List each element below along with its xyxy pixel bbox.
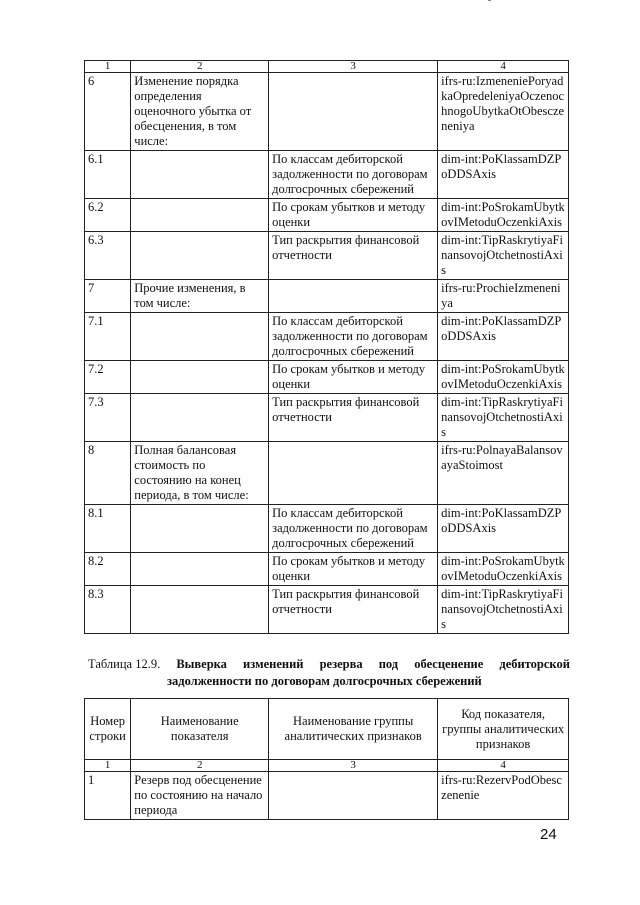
table-caption <box>88 656 570 690</box>
indicator-code-cell: dim-int:TipRaskrytiyaFinansovojOtchetnostiAxis <box>438 586 569 634</box>
indicator-name-cell: Резерв под обесценение по состоянию на начало периода <box>131 772 269 820</box>
row-number-cell: 6.2 <box>85 199 131 232</box>
indicator-name-cell <box>131 232 269 280</box>
indicator-name-cell: Изменение порядка определения оценочного убытка от обесценения, в том числе: <box>131 73 269 151</box>
row-number-cell: 8.3 <box>85 586 131 634</box>
indicator-code-cell: ifrs-ru:RezervPodObesczenenie <box>438 772 569 820</box>
indicator-name-cell <box>131 361 269 394</box>
indicator-code-cell: ifrs-ru:IzmeneniePoryadkaOpredeleniyaOczenochnogoUbytkaOtObesczeneniya <box>438 73 569 151</box>
caption-word: изменений <box>243 657 304 671</box>
indicator-name-cell: Полная балансовая стоимость по состоянию на конец периода, в том числе: <box>131 442 269 505</box>
column-number-row <box>85 760 569 772</box>
table-row <box>85 505 569 553</box>
table-body <box>85 73 569 634</box>
header-code: Код показателя, группы аналитических признаков <box>438 699 569 760</box>
table-body <box>85 772 569 820</box>
analytic-group-cell: По классам дебиторской задолженности по договорам долгосрочных сбережений <box>269 151 438 199</box>
table-row <box>85 772 569 820</box>
table-row <box>85 586 569 634</box>
col-number-3: 3 <box>269 61 438 73</box>
indicator-code-cell: ifrs-ru:PolnayaBalansovayaStoimost <box>438 442 569 505</box>
analytic-group-cell <box>269 772 438 820</box>
table-row <box>85 313 569 361</box>
indicator-code-cell: dim-int:PoKlassamDZPoDDSAxis <box>438 313 569 361</box>
row-number-cell: 7 <box>85 280 131 313</box>
indicator-code-cell: dim-int:TipRaskrytiyaFinansovojOtchetnostiAxis <box>438 394 569 442</box>
disclosure-table-continued <box>84 60 569 634</box>
row-number-cell: 6.1 <box>85 151 131 199</box>
indicator-code-cell: ifrs-ru:ProchieIzmeneniya <box>438 280 569 313</box>
row-number-cell: 1 <box>85 772 131 820</box>
table-row <box>85 199 569 232</box>
column-number-row <box>85 61 569 73</box>
row-number-cell: 7.3 <box>85 394 131 442</box>
row-number-cell: 8.2 <box>85 553 131 586</box>
caption-word: резерва <box>319 657 363 671</box>
indicator-name-cell: Прочие изменения, в том числе: <box>131 280 269 313</box>
header-num: Номер строки <box>85 699 131 760</box>
table-row <box>85 232 569 280</box>
analytic-group-cell: Тип раскрытия финансовой отчетности <box>269 232 438 280</box>
row-number-cell: 8.1 <box>85 505 131 553</box>
analytic-group-cell: По классам дебиторской задолженности по договорам долгосрочных сбережений <box>269 313 438 361</box>
indicator-code-cell: dim-int:PoSrokamUbytkovIMetoduOczenkiAxis <box>438 199 569 232</box>
caption-label: Таблица 12.9. <box>88 657 161 671</box>
table-row <box>85 361 569 394</box>
row-number-cell: 7.2 <box>85 361 131 394</box>
caption-word: под <box>378 657 399 671</box>
analytic-group-cell: По срокам убытков и методу оценки <box>269 553 438 586</box>
table-row <box>85 442 569 505</box>
caption-line-1 <box>88 656 570 673</box>
col-number-1: 1 <box>85 760 131 772</box>
analytic-group-cell <box>269 280 438 313</box>
indicator-name-cell <box>131 394 269 442</box>
row-number-cell: 7.1 <box>85 313 131 361</box>
table-row <box>85 394 569 442</box>
row-number-cell: 6.3 <box>85 232 131 280</box>
indicator-code-cell: dim-int:PoKlassamDZPoDDSAxis <box>438 505 569 553</box>
caption-line-2: задолженности по договорам долгосрочных сбережений <box>167 674 482 688</box>
scan-mark <box>488 0 491 1</box>
header-group: Наименование группы аналитических признаков <box>269 699 438 760</box>
indicator-name-cell <box>131 313 269 361</box>
caption-word: обесценение <box>414 657 484 671</box>
indicator-name-cell <box>131 151 269 199</box>
analytic-group-cell: Тип раскрытия финансовой отчетности <box>269 394 438 442</box>
table-row <box>85 151 569 199</box>
indicator-code-cell: dim-int:TipRaskrytiyaFinansovojOtchetnostiAxis <box>438 232 569 280</box>
analytic-group-cell <box>269 442 438 505</box>
indicator-name-cell <box>131 586 269 634</box>
indicator-name-cell <box>131 505 269 553</box>
analytic-group-cell: Тип раскрытия финансовой отчетности <box>269 586 438 634</box>
indicator-code-cell: dim-int:PoSrokamUbytkovIMetoduOczenkiAxis <box>438 361 569 394</box>
row-number-cell: 8 <box>85 442 131 505</box>
row-number-cell: 6 <box>85 73 131 151</box>
table-row <box>85 73 569 151</box>
table-row <box>85 280 569 313</box>
col-number-4: 4 <box>438 760 569 772</box>
col-number-2: 2 <box>131 61 269 73</box>
col-number-4: 4 <box>438 61 569 73</box>
reconciliation-table <box>84 698 569 820</box>
table-row <box>85 553 569 586</box>
indicator-name-cell <box>131 199 269 232</box>
analytic-group-cell: По срокам убытков и методу оценки <box>269 199 438 232</box>
header-name: Наименование показателя <box>131 699 269 760</box>
header-row <box>85 699 569 760</box>
indicator-name-cell <box>131 553 269 586</box>
caption-word: дебиторской <box>499 657 570 671</box>
analytic-group-cell: По классам дебиторской задолженности по договорам долгосрочных сбережений <box>269 505 438 553</box>
col-number-3: 3 <box>269 760 438 772</box>
indicator-code-cell: dim-int:PoSrokamUbytkovIMetoduOczenkiAxis <box>438 553 569 586</box>
col-number-1: 1 <box>85 61 131 73</box>
caption-word: Выверка <box>176 657 227 671</box>
analytic-group-cell <box>269 73 438 151</box>
indicator-code-cell: dim-int:PoKlassamDZPoDDSAxis <box>438 151 569 199</box>
page-number: 24 <box>540 826 557 843</box>
analytic-group-cell: По срокам убытков и методу оценки <box>269 361 438 394</box>
col-number-2: 2 <box>131 760 269 772</box>
